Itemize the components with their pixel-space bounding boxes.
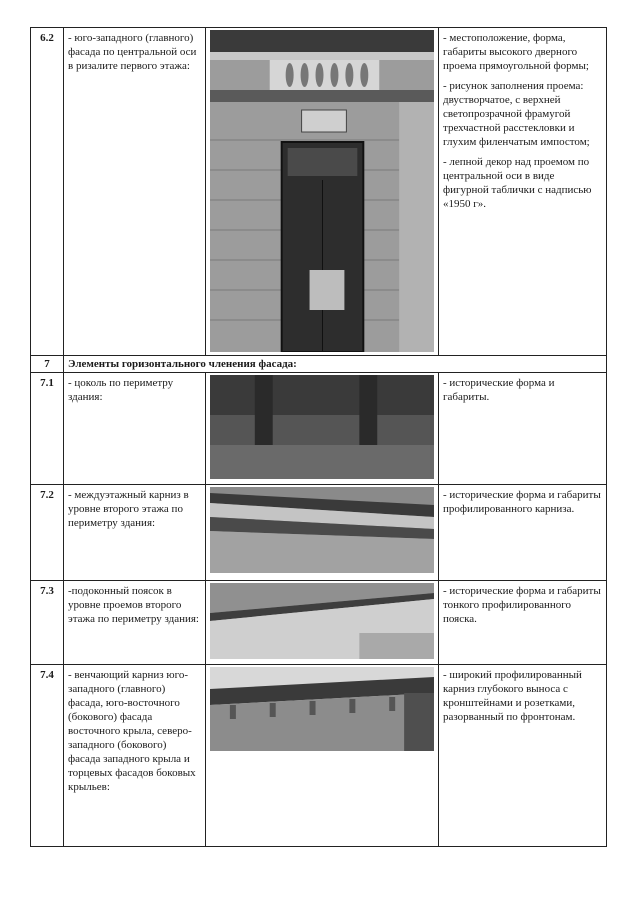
document-page xyxy=(30,27,606,847)
row-number: 7.3 xyxy=(31,581,64,665)
facade-elements-table xyxy=(30,27,607,847)
description-item: - широкий профилированный карниз глубокого выноса с кронштейнами и розетками, разорванный по фронтонам. xyxy=(439,665,607,847)
description-item: - исторические форма и габариты. xyxy=(439,373,607,485)
table-row xyxy=(31,485,607,581)
door-opening-photo xyxy=(210,30,434,352)
plinth-photo xyxy=(210,375,434,479)
table-row xyxy=(31,373,607,485)
element-name: - цоколь по периметру здания: xyxy=(64,373,206,485)
section-number: 7 xyxy=(31,356,64,373)
element-name: - юго-западного (главного) фасада по центральной оси в ризалите первого этажа: xyxy=(64,28,206,356)
description-item: - местоположение, форма, габариты высокого дверного проема прямоугольной формы; xyxy=(443,32,589,72)
interfloor-cornice-photo xyxy=(210,487,434,573)
window-belt-photo xyxy=(210,583,434,659)
row-number: 7.4 xyxy=(31,665,64,847)
section-header-row xyxy=(31,356,607,373)
element-name: -подоконный поясок в уровне проемов второго этажа по периметру здания: xyxy=(64,581,206,665)
description-item: - исторические форма и габариты тонкого профилированного пояска. xyxy=(439,581,607,665)
description-item: - исторические форма и габариты профилированного карниза. xyxy=(439,485,607,581)
section-title: Элементы горизонтального членения фасада: xyxy=(64,356,607,373)
row-number: 7.1 xyxy=(31,373,64,485)
row-number: 7.2 xyxy=(31,485,64,581)
description-item: - лепной декор над проемом по центральной оси в виде фигурной таблички с надписью «1950 г». xyxy=(443,156,592,210)
element-name: - междуэтажный карниз в уровне второго этажа по периметру здания: xyxy=(64,485,206,581)
table-row xyxy=(31,28,607,356)
table-row xyxy=(31,665,607,847)
element-name: - венчающий карниз юго-западного (главного) фасада, юго-восточного (бокового) фасада восточного крыла, северо-западного (бокового) фасада западного крыла и торцевых фасадов боковых крыльев: xyxy=(64,665,206,847)
row-number: 6.2 xyxy=(31,28,64,356)
table-row xyxy=(31,581,607,665)
description-item: - рисунок заполнения проема: двустворчатое, с верхней светопрозрачной фрамугой трехчастной расстекловки и глухим филенчатым импостом; xyxy=(443,80,590,148)
crowning-cornice-photo xyxy=(210,667,434,751)
